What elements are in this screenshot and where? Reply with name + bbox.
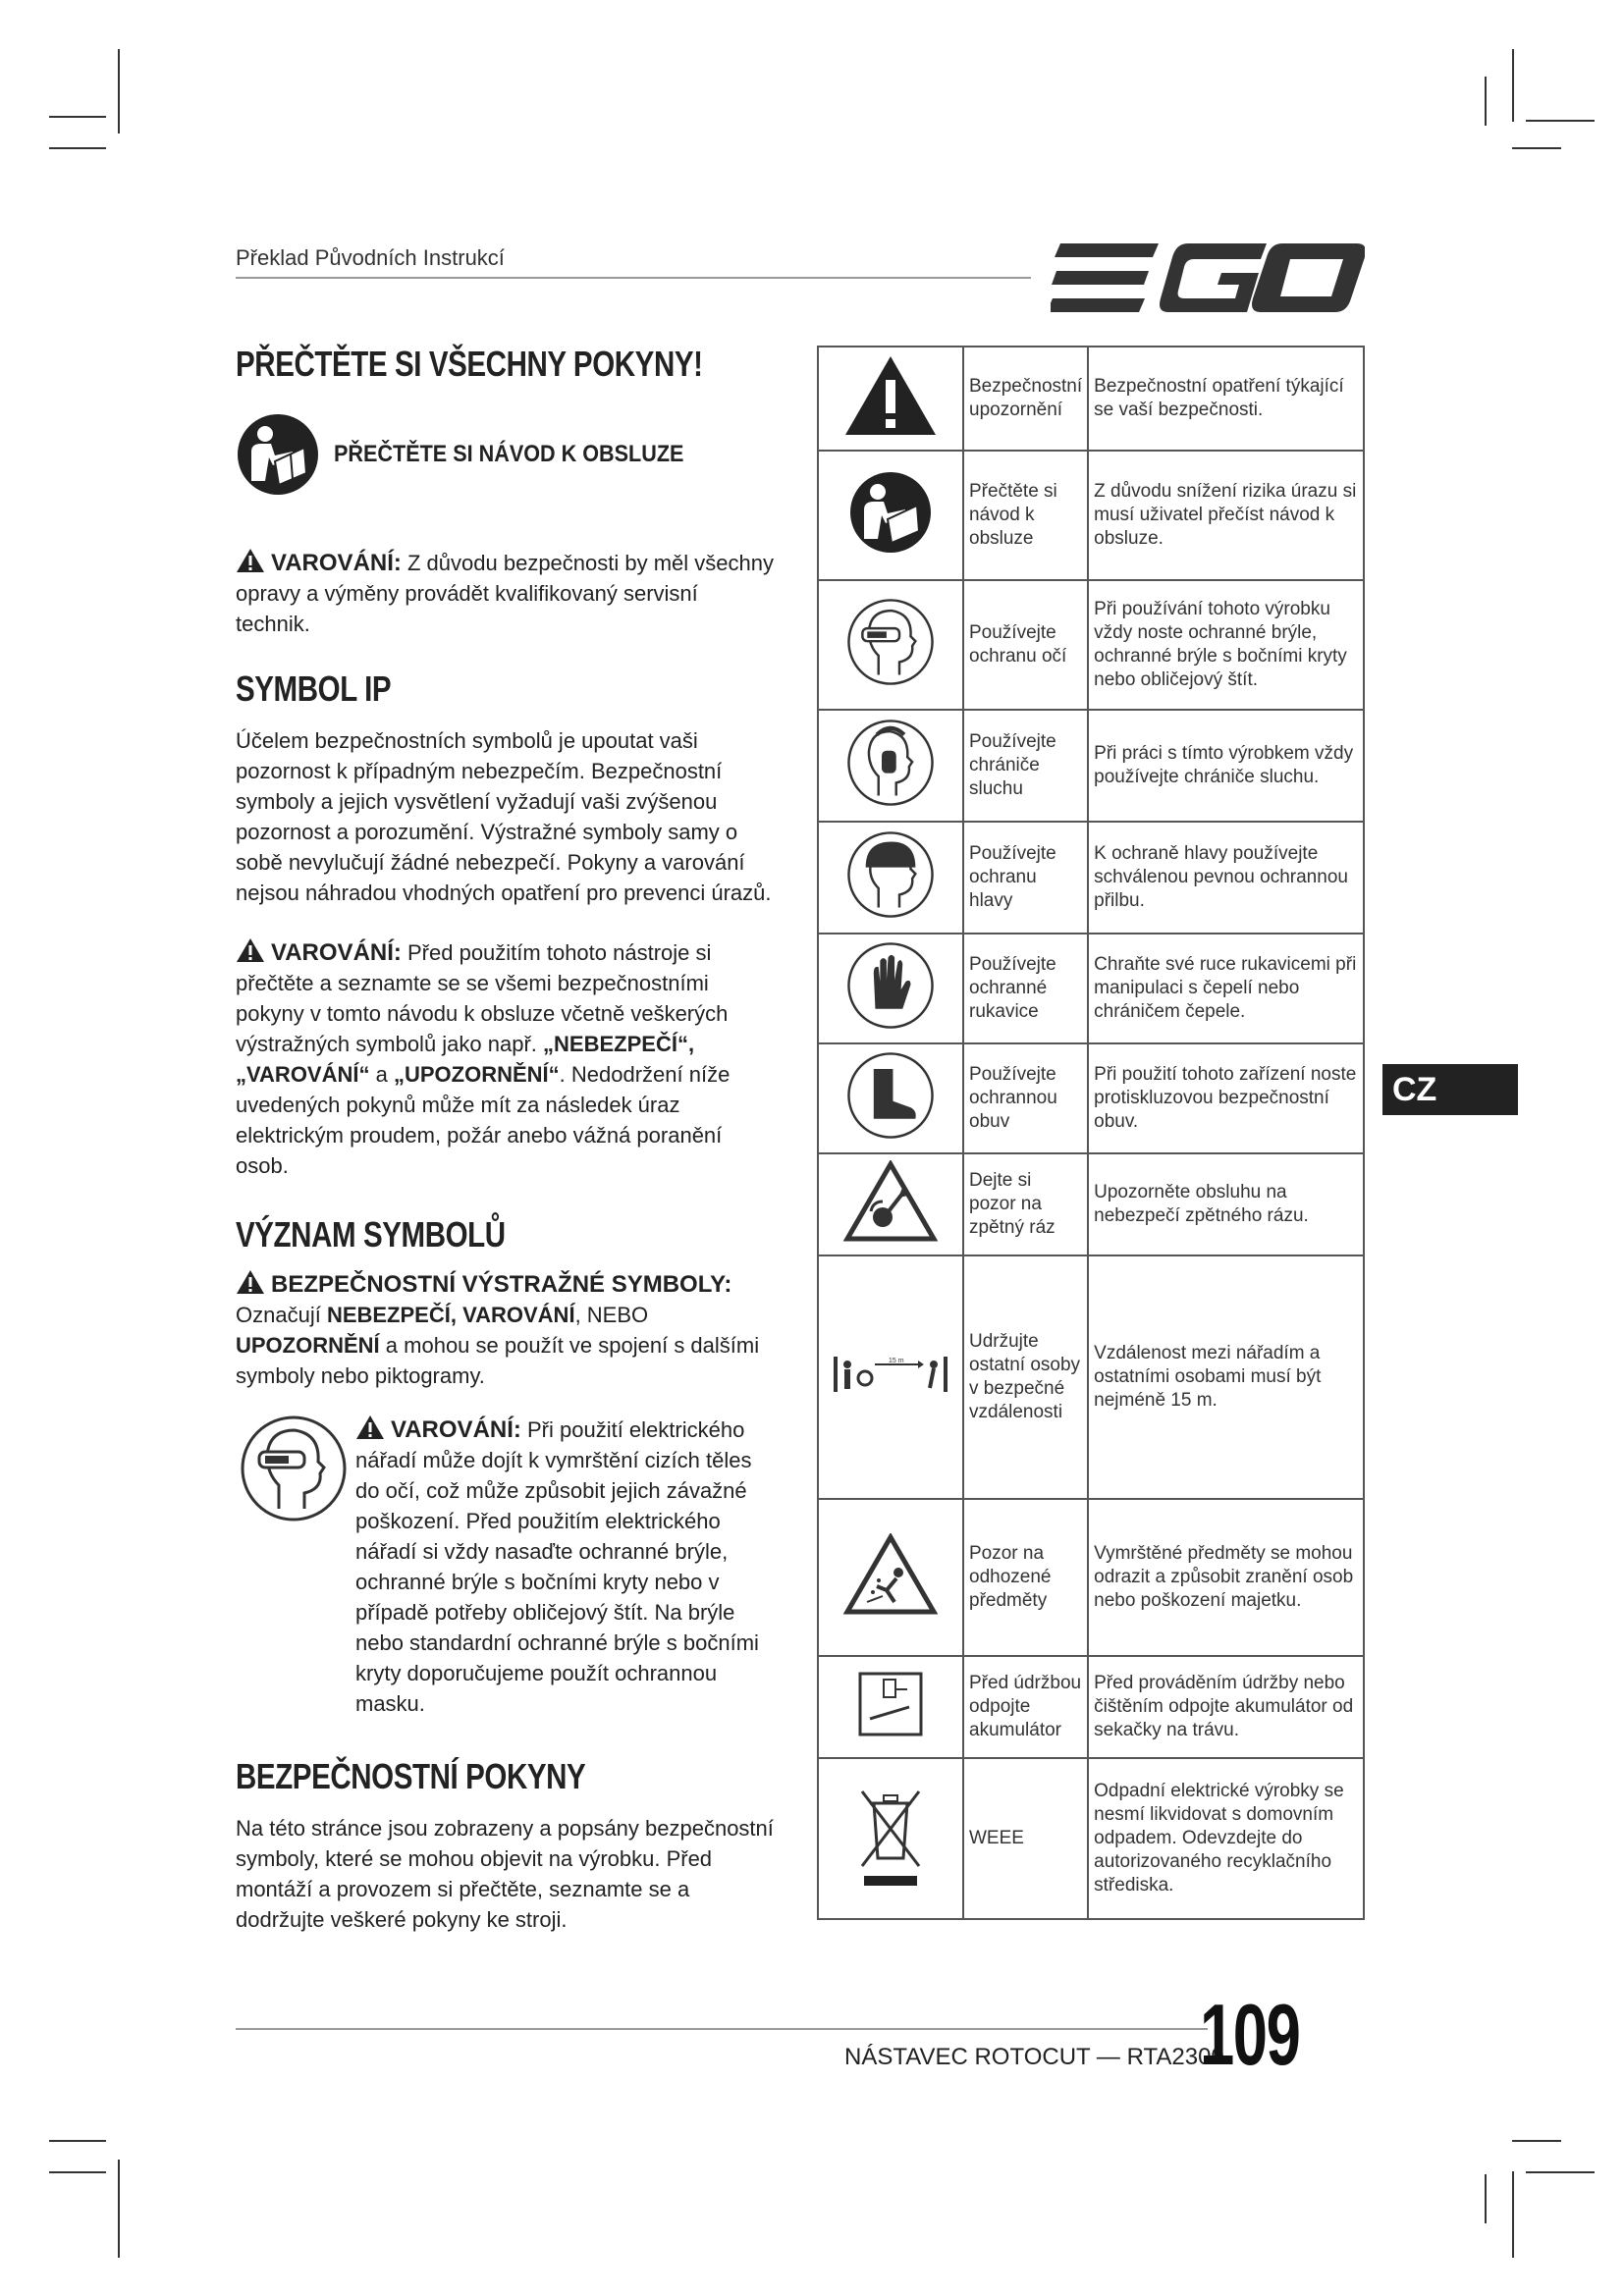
symbol-name: Používejte chrániče sluchu (963, 710, 1088, 822)
read-manual-label: PŘEČTĚTE SI NÁVOD K OBSLUZE (334, 441, 684, 467)
warning-triangle-icon (236, 937, 265, 963)
symbol-icon-cell (818, 710, 963, 822)
header-title: Překlad Původních Instrukcí (236, 245, 505, 270)
ego-logo (1051, 234, 1365, 322)
eye-protection-icon (240, 1415, 348, 1522)
crop-mark (118, 49, 120, 133)
heading-meaning: VÝZNAM SYMBOLŮ (236, 1214, 506, 1255)
warning-text: a (369, 1062, 394, 1087)
warning-triangle-icon (236, 548, 265, 573)
table-row (818, 1255, 1364, 1499)
safety-instructions-text: Na této stránce jsou zobrazeny a popsány bezpečnostní symboly, které se mohou objevit na výrobku. Před montáží a provozem si přečtěte, seznamte se a dodržujte veškeré pokyny ke stroji. (236, 1816, 774, 1932)
symbol-icon-cell (818, 1255, 963, 1499)
eye-warning-block (236, 1415, 776, 1719)
symbol-icon-cell (818, 580, 963, 710)
symbol-name: Přečtěte si návod k obsluze (963, 451, 1088, 580)
safety-bold: NEBEZPEČÍ, VAROVÁNÍ (326, 1303, 575, 1327)
warning-eye (355, 1415, 776, 1719)
symbol-name: Dejte si pozor na zpětný ráz (963, 1153, 1088, 1255)
crop-mark (1485, 2174, 1487, 2223)
warning-text: Před použitím tohoto nástroje si přečtěte a seznamte se se všemi bezpečnostními pokyny v tomto návodu k obsluze včetně veškerých výstražných symbolů jako např. (236, 940, 729, 1056)
symbol-desc: Chraňte své ruce rukavicemi při manipulaci s čepelí nebo chráničem čepele. (1088, 934, 1364, 1043)
crop-mark (49, 147, 106, 149)
crop-mark (1512, 2171, 1514, 2258)
kickback-icon (843, 1160, 938, 1243)
safety-text: Označují (236, 1303, 327, 1327)
disconnect-battery-icon (856, 1670, 925, 1738)
symbol-icon-cell (818, 1043, 963, 1153)
crop-mark (49, 2140, 106, 2142)
crop-mark (1485, 77, 1487, 126)
safety-text: , NEBO (574, 1303, 649, 1327)
symbol-icon-cell (818, 451, 963, 580)
warning-bold: „UPOZORNĚNÍ“ (393, 1062, 560, 1087)
symbol-desc: Při používání tohoto výrobku vždy noste ochranné brýle, ochranné brýle s bočními kryty nebo obličejový štít. (1088, 580, 1364, 710)
crop-mark (1512, 147, 1561, 149)
symbol-icon-cell (818, 934, 963, 1043)
read-manual-row (236, 412, 776, 497)
head-protection-icon (846, 830, 935, 919)
symbol-name: Udržujte ostatní osoby v bezpečné vzdálenosti (963, 1255, 1088, 1499)
table-row (818, 1656, 1364, 1758)
symbol-desc: Vzdálenost mezi nářadím a ostatními osobami musí být nejméně 15 m. (1088, 1255, 1364, 1499)
crop-mark (49, 2171, 106, 2173)
symbols-table (817, 346, 1365, 1920)
safety-symbols-label: BEZPEČNOSTNÍ VÝSTRAŽNÉ SYMBOLY: (271, 1271, 732, 1298)
symbol-desc: Bezpečnostní opatření týkající se vaší bezpečnosti. (1088, 347, 1364, 451)
crop-mark (1526, 2171, 1595, 2173)
warning-triangle-icon (843, 354, 938, 437)
thrown-objects-icon (843, 1533, 938, 1616)
table-row (818, 1758, 1364, 1919)
warning-text: Při použití elektrického nářadí může dojít k vymrštění cizích těles do očí, což může způsobit jejich závažné poškození. Před použitím elektrického nářadí si vždy nasaďte ochranné brýle, ochranné brýle s bočními kryty nebo v případě potřeby obličejový štít. Na brýle nebo standardní ochranné brýle s bočními kryty doporučujeme použít ochrannou masku. (355, 1417, 759, 1716)
warning-text: Z důvodu bezpečnosti by měl všechny opravy a výměny provádět kvalifikovaný servisní technik. (236, 551, 774, 636)
table-row (818, 710, 1364, 822)
symbol-name: Používejte ochranu očí (963, 580, 1088, 710)
language-tab: CZ (1382, 1064, 1518, 1115)
page-number: 109 (1200, 1986, 1300, 2083)
warning-label: VAROVÁNÍ: (271, 939, 402, 966)
read-manual-icon (236, 412, 320, 497)
keep-distance-icon (832, 1353, 949, 1396)
table-row (818, 934, 1364, 1043)
symbol-icon-cell (818, 1758, 963, 1919)
symbol-desc: Před prováděním údržby nebo čištěním odpojte akumulátor od sekačky na trávu. (1088, 1656, 1364, 1758)
symbol-name: Bezpečnostní upozornění (963, 347, 1088, 451)
ear-protection-icon (846, 719, 935, 807)
symbol-desc: Vymrštěné předměty se mohou odrazit a způsobit zranění osob nebo poškození majetku. (1088, 1499, 1364, 1656)
warning-text: . Nedodržení níže uvedených pokynů může mít za následek úraz elektrickým proudem, požár anebo vážná poranění osob. (236, 1062, 731, 1178)
gloves-icon (846, 941, 935, 1030)
symbol-desc: Při práci s tímto výrobkem vždy používejte chrániče sluchu. (1088, 710, 1364, 822)
symbol-name: Používejte ochranu hlavy (963, 822, 1088, 934)
heading-symbol-ip: SYMBOL IP (236, 668, 392, 709)
header-rule (236, 277, 1031, 279)
safety-text: a mohou se použít ve spojení s dalšími symboly nebo piktogramy. (236, 1333, 760, 1388)
symbol-icon-cell (818, 1153, 963, 1255)
warning-service (236, 548, 776, 639)
symbol-desc: Upozorněte obsluhu na nebezpečí zpětného rázu. (1088, 1153, 1364, 1255)
symbol-name: Pozor na odhozené předměty (963, 1499, 1088, 1656)
symbol-desc: Z důvodu snížení rizika úrazu si musí uživatel přečíst návod k obsluze. (1088, 451, 1364, 580)
symbol-icon-cell (818, 1656, 963, 1758)
table-row (818, 451, 1364, 580)
crop-mark (49, 116, 106, 118)
symbol-icon-cell (818, 822, 963, 934)
crop-mark (118, 2160, 120, 2258)
warning-read-instructions (236, 937, 776, 1181)
table-row (818, 347, 1364, 451)
warning-label: VAROVÁNÍ: (271, 550, 402, 576)
crop-mark (1512, 49, 1514, 122)
safety-symbols-paragraph (236, 1269, 776, 1391)
safety-bold: UPOZORNĚNÍ (236, 1333, 380, 1358)
table-row (818, 822, 1364, 934)
warning-bold: „NEBEZPEČÍ“, „VAROVÁNÍ“ (236, 1032, 695, 1087)
symbol-name: Používejte ochrannou obuv (963, 1043, 1088, 1153)
weee-icon (856, 1782, 925, 1890)
symbol-desc: Odpadní elektrické výrobky se nesmí likvidovat s domovním odpadem. Odevzdejte do autorizovaného recyklačního střediska. (1088, 1758, 1364, 1919)
symbol-name: Používejte ochranné rukavice (963, 934, 1088, 1043)
crop-mark (1512, 2140, 1561, 2142)
crop-mark (1526, 120, 1595, 122)
symbol-name: Před údržbou odpojte akumulátor (963, 1656, 1088, 1758)
table-row (818, 580, 1364, 710)
table-row (818, 1153, 1364, 1255)
ip-text: Účelem bezpečnostních symbolů je upoutat vaši pozornost k případným nebezpečím. Bezpečnostní symboly a jejich vysvětlení vyžadují vaši zvýšenou pozornost a porozumění. Výstražné symboly samy o sobě nevylučují žádné nebezpečí. Pokyny a varování nejsou náhradou vhodných opatření pro prevenci úrazů. (236, 728, 772, 905)
left-column (236, 334, 776, 1935)
distance-label: 15 m (889, 1357, 904, 1364)
symbol-desc: Při použití tohoto zařízení noste protiskluzovou bezpečnostní obuv. (1088, 1043, 1364, 1153)
table-row (818, 1043, 1364, 1153)
symbol-desc: K ochraně hlavy používejte schválenou pevnou ochrannou přilbu. (1088, 822, 1364, 934)
footer-rule (236, 2028, 1208, 2030)
boots-icon (846, 1051, 935, 1140)
warning-triangle-icon (236, 1269, 265, 1295)
symbol-icon-cell (818, 1499, 963, 1656)
eye-protection-icon (846, 598, 935, 686)
table-row (818, 1499, 1364, 1656)
symbol-name: WEEE (963, 1758, 1088, 1919)
heading-read-all: PŘEČTĚTE SI VŠECHNY POKYNY! (236, 344, 703, 384)
warning-label: VAROVÁNÍ: (391, 1416, 521, 1443)
heading-safety: BEZPEČNOSTNÍ POKYNY (236, 1756, 586, 1796)
footer-product: NÁSTAVEC ROTOCUT — RTA2300 (844, 2044, 1224, 2070)
symbol-icon-cell (818, 347, 963, 451)
warning-triangle-icon (355, 1415, 385, 1440)
read-manual-icon (848, 470, 933, 555)
